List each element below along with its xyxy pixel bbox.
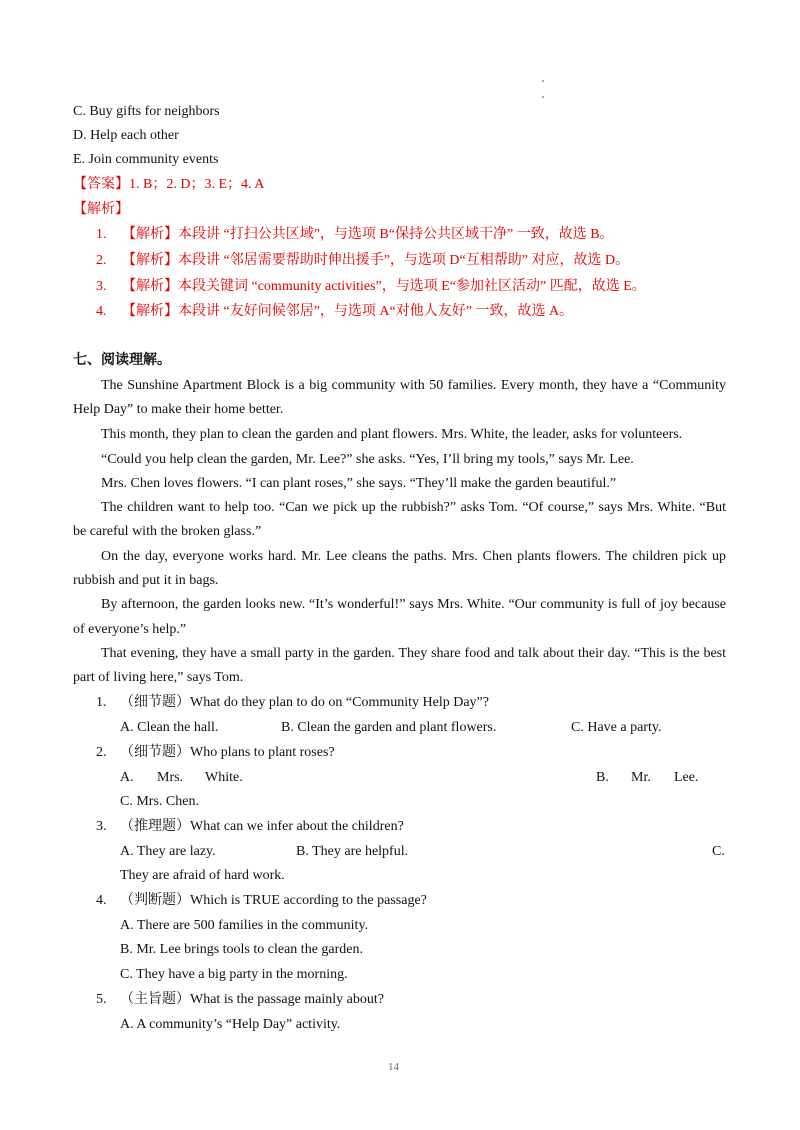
question-option: B. Mr. Lee brings tools to clean the garden.	[120, 942, 363, 957]
question-option: White.	[205, 770, 243, 785]
passage-line: By afternoon, the garden looks new. “It’s wonderful!” says Mrs. White. “Our community is full of joy because	[101, 597, 726, 612]
question-option: They are afraid of hard work.	[120, 868, 285, 883]
analysis-text: 【解析】本段讲 “邻居需要帮助时伸出援手”，与选项 D“互相帮助” 对应，故选 D。	[122, 253, 630, 268]
question-num: 2.	[96, 745, 107, 760]
question-option: B.	[596, 770, 609, 785]
question-stem: （细节题）What do they plan to do on “Community Help Day”?	[120, 695, 489, 710]
analysis-text: 【解析】本段关键词 “community activities”，与选项 E“参加社区活动” 匹配，故选 E。	[122, 279, 646, 294]
analysis-text: 【解析】本段讲 “友好问候邻居”，与选项 A“对他人友好” 一致，故选 A。	[122, 304, 574, 319]
option-c: C. Buy gifts for neighbors	[73, 104, 220, 119]
question-stem: （细节题）Who plans to plant roses?	[120, 745, 335, 760]
question-num: 5.	[96, 992, 107, 1007]
scan-mark	[542, 80, 544, 82]
question-stem: （判断题）Which is TRUE according to the passage?	[120, 893, 427, 908]
analysis-num: 3.	[96, 279, 107, 294]
question-option: Mrs.	[157, 770, 184, 785]
question-num: 1.	[96, 695, 107, 710]
scan-mark	[542, 96, 544, 98]
passage-line: The Sunshine Apartment Block is a big community with 50 families. Every month, they have a “Community	[101, 378, 726, 393]
question-option: C.	[712, 844, 725, 859]
passage-line: The children want to help too. “Can we pick up the rubbish?” asks Tom. “Of course,” says Mrs. White. “But	[101, 500, 726, 515]
question-stem: （推理题）What can we infer about the children?	[120, 819, 404, 834]
passage-line: rubbish and put it in bags.	[73, 573, 219, 588]
question-option: C. Mrs. Chen.	[120, 794, 199, 809]
passage-line: Mrs. Chen loves flowers. “I can plant roses,” she says. “They’ll make the garden beautiful.”	[101, 476, 617, 491]
question-option: Lee.	[674, 770, 699, 785]
analysis-num: 2.	[96, 253, 107, 268]
answer-line: 【答案】1. B；2. D；3. E；4. A	[73, 177, 265, 192]
passage-line: part of living here,” says Tom.	[73, 670, 244, 685]
passage-line: This month, they plan to clean the garden and plant flowers. Mrs. White, the leader, asks for volunteers.	[101, 427, 683, 442]
question-option: A. They are lazy.	[120, 844, 216, 859]
question-option: Mr.	[631, 770, 651, 785]
question-stem: （主旨题）What is the passage mainly about?	[120, 992, 384, 1007]
question-option: C. They have a big party in the morning.	[120, 967, 348, 982]
question-option: A. Clean the hall.	[120, 720, 219, 735]
question-option: B. Clean the garden and plant flowers.	[281, 720, 497, 735]
passage-line: Help Day” to make their home better.	[73, 402, 284, 417]
question-option: C. Have a party.	[571, 720, 662, 735]
passage-line: “Could you help clean the garden, Mr. Lee?” she asks. “Yes, I’ll bring my tools,” says Mr. Lee.	[101, 452, 634, 467]
analysis-num: 1.	[96, 227, 107, 242]
analysis-heading: 【解析】	[73, 202, 129, 217]
question-option: B. They are helpful.	[296, 844, 409, 859]
question-option: A. A community’s “Help Day” activity.	[120, 1017, 341, 1032]
passage-line: On the day, everyone works hard. Mr. Lee cleans the paths. Mrs. Chen plants flowers. The children pick up	[101, 549, 726, 564]
option-e: E. Join community events	[73, 152, 219, 167]
analysis-num: 4.	[96, 304, 107, 319]
question-option: A.	[120, 770, 134, 785]
question-num: 3.	[96, 819, 107, 834]
section-title: 七、阅读理解。	[73, 353, 171, 368]
question-num: 4.	[96, 893, 107, 908]
option-d: D. Help each other	[73, 128, 179, 143]
passage-line: That evening, they have a small party in the garden. They share food and talk about their day. “This is the best	[101, 646, 726, 661]
page-number: 14	[388, 1061, 399, 1073]
passage-line: be careful with the broken glass.”	[73, 524, 262, 539]
analysis-text: 【解析】本段讲 “打扫公共区域”，与选项 B“保持公共区域干净” 一致，故选 B。	[122, 227, 614, 242]
question-option: A. There are 500 families in the community.	[120, 918, 369, 933]
passage-line: of everyone’s help.”	[73, 622, 187, 637]
